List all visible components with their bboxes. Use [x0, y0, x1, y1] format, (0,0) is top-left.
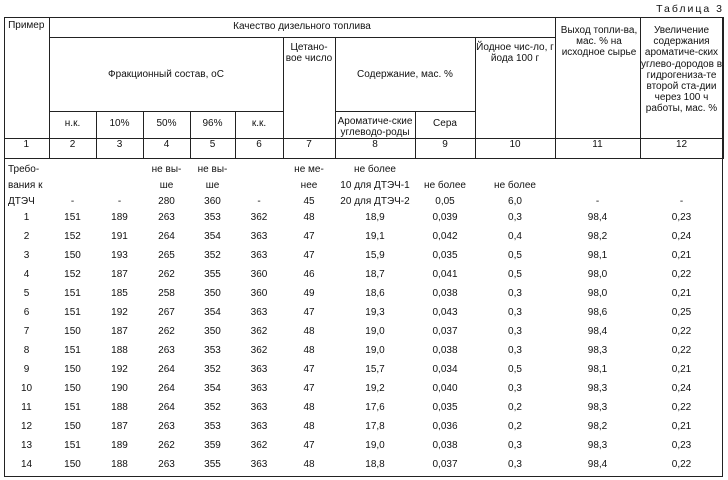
- table-cell: 0,25: [671, 307, 692, 318]
- table-row: [4, 231, 723, 250]
- table-cell: 0,2: [508, 402, 522, 413]
- table-cell: 151: [64, 345, 81, 356]
- table-cell: 0,043: [432, 307, 458, 318]
- table-cell: 17,8: [365, 421, 385, 432]
- table-cell: 263: [158, 345, 175, 356]
- table-cell: 352: [204, 364, 221, 375]
- table-cell: 48: [303, 345, 315, 356]
- table-row: [4, 421, 723, 440]
- table-cell: 19,0: [365, 326, 385, 337]
- req-96-line3: 360: [204, 196, 221, 207]
- table-cell: 47: [303, 364, 315, 375]
- table-cell: 0,22: [671, 402, 692, 413]
- table-cell: 362: [250, 326, 268, 337]
- table-cell: 363: [250, 231, 268, 242]
- table-cell: 362: [250, 212, 268, 223]
- table-cell: 0,036: [432, 421, 458, 432]
- table-cell: 187: [111, 269, 128, 280]
- req-aromatic-line2: 10 для ДТЭЧ-1: [340, 180, 410, 191]
- table-cell: 0,21: [671, 421, 692, 432]
- table-cell: 19,0: [365, 440, 385, 451]
- table-row: [4, 383, 723, 402]
- req-96-line2: ше: [205, 180, 220, 191]
- table-cell: 187: [111, 326, 128, 337]
- req-cetane-line1: не ме-: [294, 164, 324, 175]
- table-cell: 98,0: [587, 269, 608, 280]
- table-cell: 17,6: [365, 402, 385, 413]
- table-cell: 0,2: [508, 421, 522, 432]
- table-cell: 188: [111, 459, 128, 470]
- table-cell: 0,21: [671, 288, 692, 299]
- table-cell: 191: [111, 231, 128, 242]
- table-cell: 98,3: [587, 440, 608, 451]
- table-cell: 262: [158, 440, 175, 451]
- req-sulfur-line1: не более: [424, 180, 466, 191]
- table-row: [4, 459, 723, 479]
- req-sulfur-line2: 0,05: [435, 196, 455, 207]
- table-cell: 98,2: [587, 231, 608, 242]
- table-cell: 0,3: [508, 288, 522, 299]
- table-cell: 0,5: [508, 364, 522, 375]
- header-fraction-kk: к.к.: [235, 111, 283, 138]
- table-cell: 263: [158, 421, 175, 432]
- table-cell: 19,2: [365, 383, 385, 394]
- table-cell: 7: [23, 326, 30, 337]
- table-cell: 354: [204, 307, 221, 318]
- table-cell: 98,3: [587, 345, 608, 356]
- table-cell: 0,037: [432, 459, 458, 470]
- table-cell: 262: [158, 326, 175, 337]
- table-cell: 98,1: [587, 250, 608, 261]
- req-50-line3: 280: [158, 196, 175, 207]
- table-cell: 4: [23, 269, 30, 280]
- table-cell: 0,3: [508, 345, 522, 356]
- table-row: [4, 269, 723, 288]
- table-cell: 48: [303, 326, 315, 337]
- table-cell: 350: [204, 288, 221, 299]
- fuel-quality-table: [4, 17, 724, 479]
- req-cetane-line2: нее: [300, 180, 318, 191]
- table-cell: 2: [23, 231, 30, 242]
- table-cell: 264: [158, 364, 175, 375]
- table-cell: 5: [23, 288, 30, 299]
- requirements-label-3: ДТЭЧ: [8, 196, 35, 207]
- table-cell: 150: [64, 383, 81, 394]
- col-number: 4: [143, 139, 190, 159]
- table-cell: 0,3: [508, 383, 522, 394]
- table-cell: 0,039: [432, 212, 458, 223]
- table-cell: 362: [250, 345, 268, 356]
- table-cell: 18,6: [365, 288, 385, 299]
- req-96-line1: не вы-: [197, 164, 228, 175]
- table-cell: 360: [250, 288, 268, 299]
- table-cell: 0,3: [508, 212, 522, 223]
- table-cell: 150: [64, 250, 81, 261]
- req-nk: -: [70, 196, 75, 207]
- table-cell: 353: [204, 345, 221, 356]
- header-cetane: Цетано-вое число: [283, 38, 335, 139]
- table-cell: 151: [64, 307, 81, 318]
- table-cell: 0,22: [671, 326, 692, 337]
- table-cell: 151: [64, 440, 81, 451]
- table-cell: 263: [158, 212, 175, 223]
- table-cell: 263: [158, 459, 175, 470]
- header-iodine: Йодное чис-ло, г йода 100 г: [475, 38, 555, 139]
- req-10: -: [117, 196, 122, 207]
- req-increase: -: [679, 196, 684, 207]
- table-cell: 355: [204, 459, 221, 470]
- table-cell: 267: [158, 307, 175, 318]
- table-cell: 0,038: [432, 440, 458, 451]
- table-cell: 47: [303, 440, 315, 451]
- table-cell: 12: [20, 421, 33, 432]
- col-number: 12: [640, 139, 723, 159]
- table-cell: 0,037: [432, 326, 458, 337]
- requirements-label-2: вания к: [8, 180, 43, 191]
- table-cell: 0,3: [508, 440, 522, 451]
- table-cell: 360: [250, 269, 268, 280]
- table-row: [4, 326, 723, 345]
- table-cell: 363: [250, 307, 268, 318]
- req-cetane-line3: 45: [303, 196, 315, 207]
- requirements-label-1: Требо-: [8, 164, 40, 175]
- table-cell: 13: [20, 440, 33, 451]
- col-number: 1: [4, 139, 49, 159]
- table-cell: 193: [111, 250, 128, 261]
- table-cell: 46: [303, 269, 315, 280]
- table-cell: 48: [303, 402, 315, 413]
- header-fraction: Фракционный состав, оС: [49, 38, 283, 112]
- table-cell: 98,3: [587, 402, 608, 413]
- table-cell: 0,23: [671, 212, 692, 223]
- table-cell: 6: [23, 307, 30, 318]
- table-cell: 9: [23, 364, 30, 375]
- req-kk: -: [257, 196, 261, 207]
- table-cell: 189: [111, 212, 128, 223]
- table-cell: 0,041: [432, 269, 458, 280]
- table-cell: 47: [303, 383, 315, 394]
- header-fraction-50: 50%: [143, 111, 190, 138]
- table-cell: 0,22: [671, 345, 692, 356]
- table-cell: 363: [250, 383, 268, 394]
- table-caption: Таблица 3: [656, 3, 724, 15]
- table-cell: 18,7: [365, 269, 385, 280]
- table-cell: 363: [250, 421, 268, 432]
- col-number: 8: [335, 139, 415, 159]
- table-cell: 363: [250, 402, 268, 413]
- table-cell: 363: [250, 364, 268, 375]
- table-cell: 359: [204, 440, 221, 451]
- table-row: [4, 364, 723, 383]
- table-cell: 49: [303, 288, 315, 299]
- table-cell: 152: [64, 231, 81, 242]
- table-cell: 0,038: [432, 288, 458, 299]
- table-cell: 19,3: [365, 307, 385, 318]
- header-sulfur: Сера: [415, 111, 475, 138]
- table-cell: 150: [64, 459, 81, 470]
- table-cell: 48: [303, 459, 315, 470]
- table-cell: 0,038: [432, 345, 458, 356]
- table-cell: 363: [250, 250, 268, 261]
- table-cell: 0,4: [508, 231, 522, 242]
- table-cell: 352: [204, 250, 221, 261]
- table-cell: 0,24: [671, 231, 692, 242]
- table-cell: 14: [20, 459, 33, 470]
- table-cell: 0,23: [671, 440, 692, 451]
- table-cell: 354: [204, 383, 221, 394]
- req-aromatic-line3: 20 для ДТЭЧ-2: [340, 196, 410, 207]
- col-number: 10: [475, 139, 555, 159]
- header-example: Пример: [4, 17, 49, 139]
- table-cell: 264: [158, 383, 175, 394]
- req-aromatic-line1: не более: [354, 164, 396, 175]
- col-number: 5: [190, 139, 235, 159]
- table-cell: 0,21: [671, 250, 692, 261]
- table-cell: 190: [111, 383, 128, 394]
- header-fraction-96: 96%: [190, 111, 235, 138]
- table-cell: 19,0: [365, 345, 385, 356]
- table-cell: 354: [204, 231, 221, 242]
- table-cell: 189: [111, 440, 128, 451]
- table-cell: 3: [23, 250, 30, 261]
- table-cell: 150: [64, 364, 81, 375]
- req-50-line1: не вы-: [151, 164, 182, 175]
- table-row: [4, 212, 723, 231]
- header-content: Содержание, мас. %: [335, 38, 475, 112]
- header-quality: Качество дизельного топлива: [49, 17, 555, 38]
- table-cell: 264: [158, 231, 175, 242]
- requirements-row: [4, 159, 723, 181]
- table-cell: 363: [250, 459, 268, 470]
- col-number: 2: [49, 139, 96, 159]
- table-cell: 188: [111, 345, 128, 356]
- table-cell: 258: [158, 288, 175, 299]
- table-cell: 0,035: [432, 250, 458, 261]
- table-cell: 0,21: [671, 364, 692, 375]
- req-iodine-line1: не более: [494, 180, 536, 191]
- table-cell: 15,7: [365, 364, 385, 375]
- table-cell: 47: [303, 307, 315, 318]
- header-aromatic: Ароматиче-ские углеводо-роды: [335, 111, 415, 138]
- col-number: 6: [235, 139, 283, 159]
- table-cell: 188: [111, 402, 128, 413]
- table-cell: 353: [204, 421, 221, 432]
- table-cell: 353: [204, 212, 221, 223]
- header-fraction-10: 10%: [96, 111, 143, 138]
- header-fraction-nk: н.к.: [49, 111, 96, 138]
- table-cell: 264: [158, 402, 175, 413]
- table-cell: 0,035: [432, 402, 458, 413]
- table-cell: 150: [64, 326, 81, 337]
- table-cell: 192: [111, 307, 128, 318]
- table-cell: 98,4: [587, 326, 608, 337]
- table-cell: 48: [303, 212, 315, 223]
- table-cell: 151: [64, 212, 81, 223]
- col-number: 9: [415, 139, 475, 159]
- req-50-line2: ше: [159, 180, 174, 191]
- table-cell: 19,1: [365, 231, 385, 242]
- table-cell: 150: [64, 421, 81, 432]
- table-cell: 192: [111, 364, 128, 375]
- table-cell: 98,3: [587, 383, 608, 394]
- table-cell: 98,4: [587, 459, 608, 470]
- column-numbers-row: [4, 139, 723, 159]
- table-cell: 350: [204, 326, 221, 337]
- table-cell: 98,1: [587, 364, 608, 375]
- table-cell: 0,22: [671, 459, 692, 470]
- table-cell: 98,4: [587, 212, 608, 223]
- req-iodine-line2: 6,0: [508, 196, 522, 207]
- table-row: [4, 440, 723, 459]
- col-number: 11: [555, 139, 640, 159]
- table-cell: 98,2: [587, 421, 608, 432]
- table-cell: 48: [303, 421, 315, 432]
- table-cell: 0,22: [671, 269, 692, 280]
- table-row: [4, 307, 723, 326]
- table-cell: 362: [250, 440, 268, 451]
- header-yield: Выход топли-ва, мас. % на исходное сырье: [555, 17, 640, 139]
- table-row: [4, 402, 723, 421]
- table-cell: 10: [20, 383, 33, 394]
- table-cell: 0,24: [671, 383, 692, 394]
- table-cell: 0,034: [432, 364, 458, 375]
- table-cell: 1: [23, 212, 30, 223]
- table-cell: 18,8: [365, 459, 385, 470]
- table-cell: 0,040: [432, 383, 458, 394]
- table-cell: 98,0: [587, 288, 608, 299]
- table-cell: 47: [303, 231, 315, 242]
- table-cell: 11: [21, 402, 32, 413]
- table-cell: 18,9: [365, 212, 385, 223]
- table-cell: 47: [303, 250, 315, 261]
- header-increase: Увеличение содержания ароматиче-ских углево-дородов в гидрогениза-те второй ста-дии через 100 ч работы, мас. %: [640, 17, 723, 139]
- table-cell: 262: [158, 269, 175, 280]
- table-cell: 0,5: [508, 269, 522, 280]
- col-number: 3: [96, 139, 143, 159]
- table-cell: 152: [64, 269, 81, 280]
- table-cell: 0,042: [432, 231, 458, 242]
- table-cell: 98,6: [587, 307, 608, 318]
- table-row: [4, 288, 723, 307]
- col-number: 7: [283, 139, 335, 159]
- table-cell: 0,5: [508, 250, 522, 261]
- table-cell: 15,9: [365, 250, 385, 261]
- table-cell: 0,3: [508, 307, 522, 318]
- table-cell: 185: [111, 288, 128, 299]
- table-cell: 8: [23, 345, 30, 356]
- table-cell: 151: [64, 402, 81, 413]
- table-row: [4, 345, 723, 364]
- table-cell: 0,3: [508, 326, 522, 337]
- table-cell: 0,3: [508, 459, 522, 470]
- table-cell: 352: [204, 402, 221, 413]
- table-row: [4, 250, 723, 269]
- table-cell: 151: [64, 288, 81, 299]
- table-cell: 265: [158, 250, 175, 261]
- table-cell: 187: [111, 421, 128, 432]
- req-yield: -: [595, 196, 600, 207]
- table-cell: 355: [204, 269, 221, 280]
